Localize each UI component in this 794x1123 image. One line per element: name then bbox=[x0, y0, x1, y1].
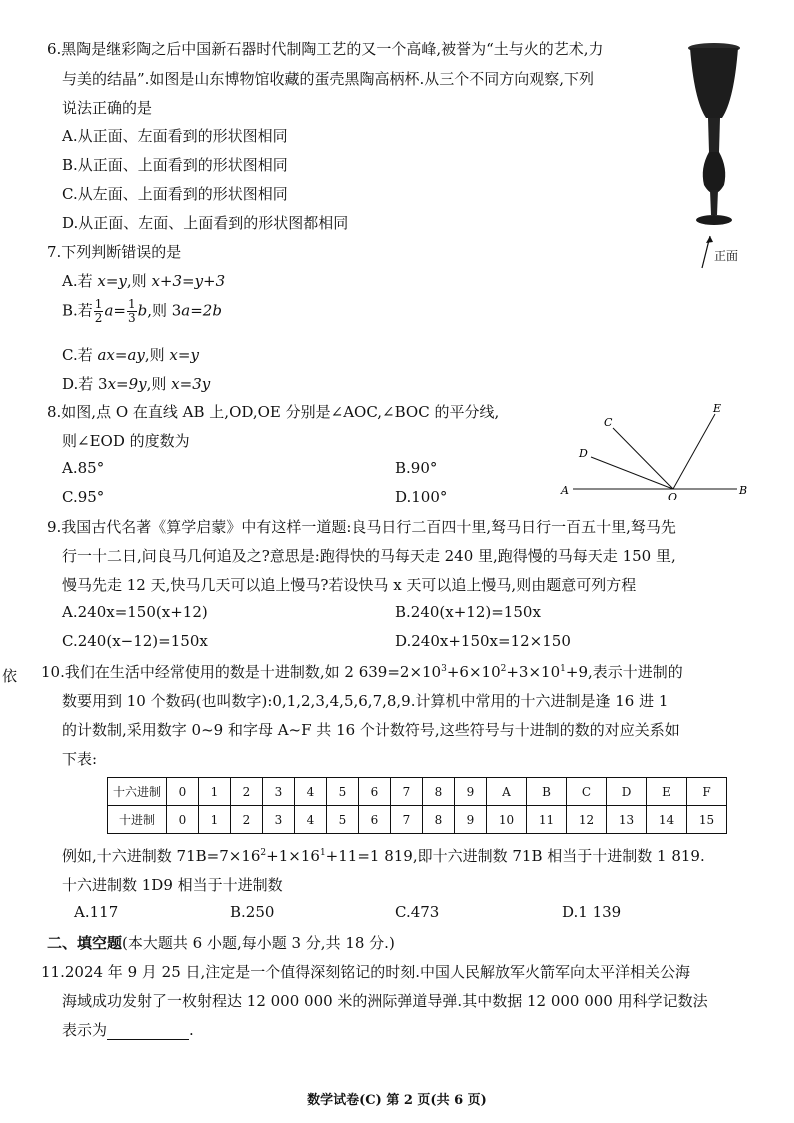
table-cell-hex: 9 bbox=[455, 778, 487, 806]
q8-line1: 8.如图,点 O 在直线 AB 上,OD,OE 分别是∠AOC,∠BOC 的平分线, bbox=[47, 403, 500, 421]
q11-line3: 表示为 . bbox=[62, 1021, 194, 1039]
table-cell-dec: 1 bbox=[199, 806, 231, 834]
table-cell-dec: 0 bbox=[167, 806, 199, 834]
table-cell-hex: 1 bbox=[199, 778, 231, 806]
q6-option-b: B.从正面、上面看到的形状图相同 bbox=[62, 156, 288, 174]
q7-option-a: A.若 x=y,则 x+3=y+3 bbox=[62, 272, 226, 290]
table-cell-dec: 15 bbox=[687, 806, 727, 834]
q10-line3: 的计数制,采用数字 0~9 和字母 A~F 共 16 个计数符号,这些符号与十进制的数的对应关系如 bbox=[62, 721, 680, 739]
q7-stem: 7.下列判断错误的是 bbox=[47, 243, 182, 261]
q8-line2: 则∠EOD 的度数为 bbox=[62, 432, 190, 450]
margin-character: 依 bbox=[2, 667, 18, 685]
section-heading: 二、填空题(本大题共 6 小题,每小题 3 分,共 18 分.) bbox=[47, 934, 395, 952]
table-row bbox=[108, 806, 727, 834]
table-cell-dec: 3 bbox=[263, 806, 295, 834]
q8-option-b: B.90° bbox=[395, 459, 438, 477]
table-cell-hex: 0 bbox=[167, 778, 199, 806]
table-cell-dec: 6 bbox=[359, 806, 391, 834]
label-c: C bbox=[604, 416, 613, 429]
q10-option-d: D.1 139 bbox=[562, 903, 622, 921]
table-cell-dec: 10 bbox=[487, 806, 527, 834]
table-cell-dec: 13 bbox=[607, 806, 647, 834]
q9-option-b: B.240(x+12)=150x bbox=[395, 603, 541, 621]
table-cell-hex: 5 bbox=[327, 778, 359, 806]
q8-option-c: C.95° bbox=[62, 488, 105, 506]
label-b: B bbox=[739, 484, 748, 497]
table-cell-hex: F bbox=[687, 778, 727, 806]
table-cell-hex: D bbox=[607, 778, 647, 806]
table-cell-hex: 2 bbox=[231, 778, 263, 806]
q10-line4: 下表: bbox=[62, 750, 98, 768]
q10-ask: 十六进制数 1D9 相当于十进制数 bbox=[62, 876, 283, 894]
table-cell-hex: E bbox=[647, 778, 687, 806]
table-cell-dec: 2 bbox=[231, 806, 263, 834]
q8-option-a: A.85° bbox=[62, 459, 105, 477]
table-cell-dec: 9 bbox=[455, 806, 487, 834]
q9-line2: 行一十二日,问良马几何追及之?意思是:跑得快的马每天走 240 里,跑得慢的马每天走 150 里, bbox=[62, 547, 676, 565]
q6-option-d: D.从正面、左面、上面看到的形状图都相同 bbox=[62, 214, 349, 232]
q9-line1: 9.我国古代名著《算学启蒙》中有这样一道题:良马日行二百四十里,驽马日行一百五十里,驽马先 bbox=[47, 518, 676, 536]
q9-option-a: A.240x=150(x+12) bbox=[62, 603, 208, 621]
q11-line1: 11.2024 年 9 月 25 日,注定是一个值得深刻铭记的时刻.中国人民解放军火箭军向太平洋相关公海 bbox=[41, 963, 691, 981]
q10-option-c: C.473 bbox=[395, 903, 440, 921]
table-cell-dec: 11 bbox=[527, 806, 567, 834]
page-footer: 数学试卷(C) 第 2 页(共 6 页) bbox=[307, 1093, 487, 1108]
table-cell-dec: 5 bbox=[327, 806, 359, 834]
table-cell-hex: 4 bbox=[295, 778, 327, 806]
q10-line2: 数要用到 10 个数码(也叫数字):0,1,2,3,4,5,6,7,8,9.计算机中常用的十六进制是逢 16 进 1 bbox=[62, 692, 669, 710]
table-cell-hex: B bbox=[527, 778, 567, 806]
q7-option-d: D.若 3x=9y,则 x=3y bbox=[62, 375, 211, 393]
q10-option-b: B.250 bbox=[230, 903, 275, 921]
q6-option-c: C.从左面、上面看到的形状图相同 bbox=[62, 185, 288, 203]
table-cell-hex: A bbox=[487, 778, 527, 806]
label-a: A bbox=[561, 484, 569, 497]
q6-line1: 6.黑陶是继彩陶之后中国新石器时代制陶工艺的又一个高峰,被誉为“土与火的艺术,力 bbox=[47, 40, 604, 58]
q10-line1: 10.我们在生活中经常使用的数是十进制数,如 2 $639=2\times 10^3+6\times 10^2+3\times 10^1+9$,表示十进制的 bbox=[41, 663, 683, 681]
q6-option-a: A.从正面、左面看到的形状图相同 bbox=[62, 127, 288, 145]
q6-line3: 说法正确的是 bbox=[62, 99, 153, 117]
table-row bbox=[108, 778, 727, 806]
table-cell-dec: 8 bbox=[423, 806, 455, 834]
table-cell-hex: 6 bbox=[359, 778, 391, 806]
q9-option-d: D.240x+150x=12×150 bbox=[395, 632, 571, 650]
angle-figure bbox=[555, 400, 755, 500]
q7-option-c: C.若 ax=ay,则 x=y bbox=[62, 346, 199, 364]
hex-decimal-table bbox=[107, 777, 727, 834]
label-o: O bbox=[668, 491, 678, 500]
q10-example: 例如,十六进制数 $71B=7\times 16^2+1\times 16^1+11=1$ 819,即十六进制数 71B 相当于十进制数 1 819. bbox=[62, 847, 705, 865]
q10-option-a: A.117 bbox=[74, 903, 119, 921]
table-cell-dec: 14 bbox=[647, 806, 687, 834]
q9-line3: 慢马先走 12 天,快马几天可以追上慢马?若设快马 x 天可以追上慢马,则由题意可列方程 bbox=[62, 576, 637, 594]
q7-option-b: B.若 $\frac{1}{2}$ a= $\frac{1}{3}$ b,则 3a=2b bbox=[62, 297, 222, 325]
table-header-dec: 十进制 bbox=[108, 806, 167, 834]
q9-option-c: C.240(x−12)=150x bbox=[62, 632, 208, 650]
table-cell-hex: 3 bbox=[263, 778, 295, 806]
label-e: E bbox=[713, 402, 722, 415]
table-header-hex: 十六进制 bbox=[108, 778, 167, 806]
q8-option-d: D.100° bbox=[395, 488, 448, 506]
front-view-label: 正面 bbox=[714, 249, 739, 263]
q6-line2: 与美的结晶”.如图是山东博物馆收藏的蛋壳黑陶高柄杯.从三个不同方向观察,下列 bbox=[62, 70, 594, 88]
table-cell-dec: 12 bbox=[567, 806, 607, 834]
black-pottery-goblet-figure bbox=[680, 40, 760, 270]
table-cell-hex: 8 bbox=[423, 778, 455, 806]
table-cell-hex: C bbox=[567, 778, 607, 806]
table-cell-hex: 7 bbox=[391, 778, 423, 806]
label-d: D bbox=[579, 447, 588, 460]
answer-blank[interactable] bbox=[107, 1025, 189, 1040]
q11-line2: 海域成功发射了一枚射程达 12 000 000 米的洲际弹道导弹.其中数据 12 000 000 用科学记数法 bbox=[62, 992, 708, 1010]
table-cell-dec: 4 bbox=[295, 806, 327, 834]
table-cell-dec: 7 bbox=[391, 806, 423, 834]
